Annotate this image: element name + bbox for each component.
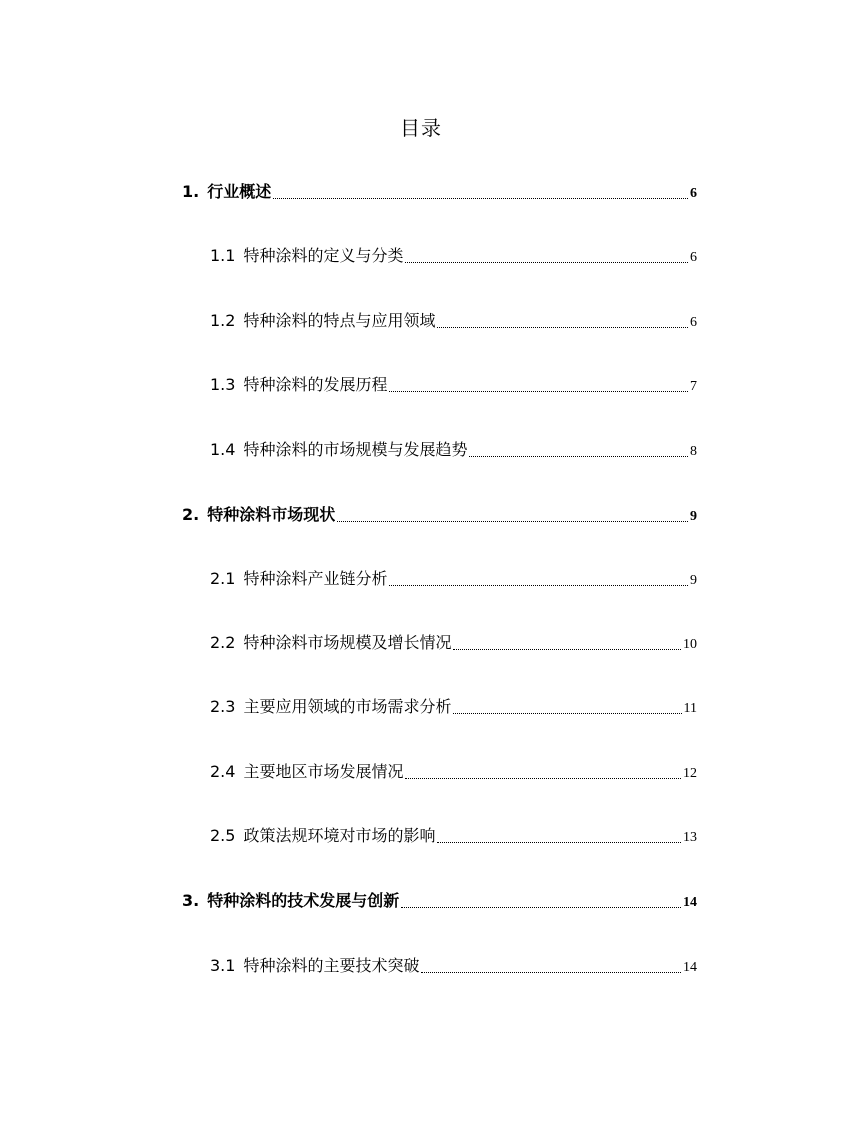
toc-entry-text: 特种涂料市场规模及增长情况 [243,633,452,652]
toc-entry-number: 1. [182,182,200,201]
toc-entry-page: 9 [690,509,697,524]
toc-entry-number: 3. [182,891,200,910]
toc-entry-1-2[interactable] [210,308,697,334]
toc-entry-text: 特种涂料产业链分析 [243,569,388,588]
toc-entry-3-1[interactable] [210,953,697,979]
toc-entry-1[interactable] [182,179,697,205]
toc-title: 目录 [400,116,442,140]
toc-entry-text: 特种涂料的主要技术突破 [243,956,420,975]
dot-leader [453,648,681,650]
toc-entry-1-1[interactable] [210,243,697,269]
toc-entry-3[interactable] [182,888,697,914]
dot-leader [337,520,688,522]
dot-leader [453,712,681,714]
toc-entry-2-3[interactable] [210,694,697,720]
toc-entry-page: 6 [690,315,697,330]
toc-entry-2-5[interactable] [210,823,697,849]
toc-entry-2-2[interactable] [210,630,697,656]
toc-entry-text: 特种涂料市场现状 [207,505,336,524]
dot-leader [405,777,681,779]
toc-entry-page: 6 [690,250,697,265]
toc-entry-text: 行业概述 [207,182,272,201]
toc-entry-page: 9 [690,573,697,588]
dot-leader [437,841,681,843]
toc-entry-page: 7 [690,379,697,394]
toc-entry-number: 1.2 [210,311,236,330]
toc-entry-page: 13 [683,830,697,845]
toc-entry-2[interactable] [182,502,697,528]
toc-entry-page: 6 [690,186,697,201]
toc-entry-2-1[interactable] [210,566,697,592]
toc-entry-number: 2.4 [210,762,236,781]
toc-entry-text: 政策法规环境对市场的影响 [243,826,436,845]
toc-entry-number: 2.5 [210,826,236,845]
toc-entry-page: 12 [683,766,697,781]
toc-entry-number: 2.1 [210,569,236,588]
toc-entry-2-4[interactable] [210,759,697,785]
dot-leader [405,261,688,263]
toc-entry-text: 特种涂料的技术发展与创新 [207,891,400,910]
toc-entry-text: 主要地区市场发展情况 [243,762,404,781]
toc-entry-text: 特种涂料的定义与分类 [243,246,404,265]
toc-entry-number: 3.1 [210,956,236,975]
toc-entry-page: 11 [683,701,697,716]
dot-leader [469,455,688,457]
dot-leader [389,584,688,586]
toc-entry-text: 特种涂料的市场规模与发展趋势 [243,440,468,459]
toc-entry-page: 8 [690,444,697,459]
toc-entry-number: 2. [182,505,200,524]
toc-entry-number: 2.3 [210,697,236,716]
dot-leader [389,390,688,392]
toc-entry-1-3[interactable] [210,372,697,398]
toc-entry-text: 特种涂料的发展历程 [243,375,388,394]
toc-entry-number: 1.4 [210,440,236,459]
toc-entry-page: 14 [683,895,697,910]
toc-entry-text: 特种涂料的特点与应用领域 [243,311,436,330]
toc-entry-number: 1.1 [210,246,236,265]
dot-leader [401,906,681,908]
dot-leader [421,971,681,973]
toc-entry-number: 1.3 [210,375,236,394]
dot-leader [273,197,688,199]
toc-entry-number: 2.2 [210,633,236,652]
toc-entry-text: 主要应用领域的市场需求分析 [243,697,452,716]
toc-entry-page: 10 [683,637,697,652]
dot-leader [437,326,688,328]
toc-entry-page: 14 [683,960,697,975]
toc-entry-1-4[interactable] [210,437,697,463]
